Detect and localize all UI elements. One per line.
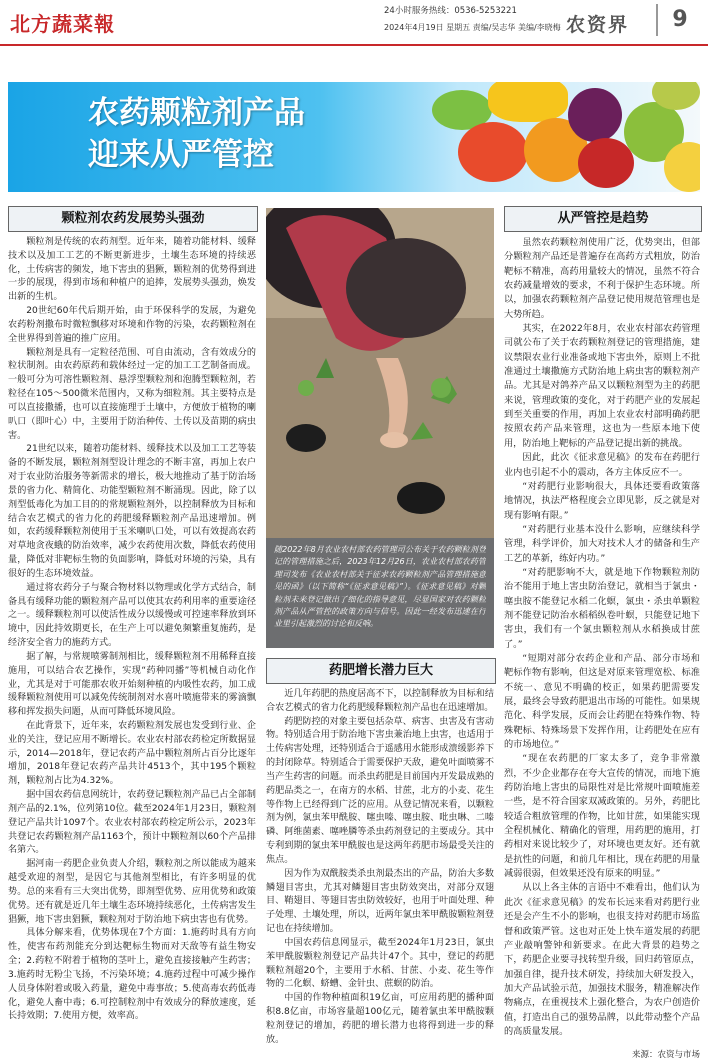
left-article-body (8, 236, 256, 1060)
paragraph: 中国农药信息网显示，截至2024年1月23日，氯虫苯甲酰胺颗粒剂登记产品共计47个。其中，登记的药肥颗粒剂超20个，主要用于水稻、甘蔗、小麦、花生等作物的二化螟、蛴螬、金针虫、蔗螟的防治。 (266, 937, 494, 990)
paragraph: 其实，在2022年8月，农业农村部农药管理司就公布了关于农药颗粒剂登记的管理措施，建议禁限农业行业准备或地下害虫外，原则上不批准通过土壤撒施方式防治地上病虫害的颗粒剂产品。尤其是对鸽养产品又以颗粒剂型为主的药肥来说，管理政策的变化，对于药肥产业的发展起到至关重要的作用，再加上农业农村部明确药肥按照农药产品来管理，这也为一些原本地下使用，防治地上靶标的产品登记提出新的挑战。 (504, 323, 700, 449)
hotline-text: 24小时服务热线：0536-5253221 (384, 6, 517, 16)
paragraph: 具体分解来看，优势体现在7个方面：1.施药时具有方向性，使害布药剂能充分到达靶标生物而对天敌等有益生物安全；2.药粒不附着于植物的茎叶上，避免直接接触产生药害；3.施药时无粉尘飞扬，不污染环境；4.施药过程中可减少操作人员身体附着或吸入药量，避免中毒事故；5.使高毒农药低毒化，避免人畜中毒；6.可控制粒剂中有效成分的释放速度，延长持效期；7.使用方便，效率高。 (8, 928, 256, 1022)
paragraph: 20世纪60年代后期开始，由于环保科学的发展，为避免农药粉剂撒布时微粒飘移对环境和作物的污染，农药颗粒剂在全世界得到普遍的推广应用。 (8, 306, 256, 344)
paragraph: 虽然农药颗粒剂使用广泛，优势突出，但部分颗粒剂产品还是普遍存在高药方式粗放，防治靶标不精准，高药用量较大的情况，虽然不符合农药减量增效的要求，不利于保护生态环境。所以，加强农药颗粒剂产品登记使用规范管理也是大势所趋。 (504, 237, 700, 320)
middle-article-body (266, 688, 494, 1060)
paragraph: 药肥防控的对象主要包括杂草、病害、虫害及有害动物。特别适合用于防治地下害虫兼治地上虫害，也适用于土传病害处理，还特别适合于遥感用水能形成溃缓影养下的封闭除草。特别适合于需要保护天敌，避免叶面喷雾不当产生药害的问题。而杀虫药肥是目前国内开发最成熟的药肥品类之一，在南方的水稻、甘蔗，北方的小麦、花生等作物上已经得到广泛的应用。从登记情况来看，以颗粒剂为例，氯虫苯甲酰胺、噻虫嗪、噻虫胺、吡虫啉、二嗪磷、阿维菌素、噻唑膦等杀虫药剂登记的主要成分。其中专利到期的氯虫苯甲酰胺也是这两年药肥市场最受关注的焦点。 (266, 716, 494, 865)
paragraph: 近几年药肥的热度居高不下，以控制释放为目标和结合农艺模式的省力化药肥缓释颗粒剂产品也在迅速增加。 (266, 689, 494, 713)
paragraph: “短期对部分农药企业和产品、部分市场和靶标作物有影响，但这是对原来管理宽松、标准不统一、意见不明确的校正，如果药肥需要发展，最终会导致药肥退出市场的可能性。如果规范化、科学发展，反而会让药肥在特殊作物、特殊靶标、特殊场景下发挥作用，让药肥处在应有的市场地位。” (504, 652, 700, 751)
middle-section-title: 药肥增长潜力巨大 (266, 658, 496, 684)
paragraph: 据河南一药肥企业负责人介绍，颗粒剂之所以能成为越来越受欢迎的剂型，是因它与其他剂型相比，有许多明显的优势。总的来看有三大突出优势，即剂型优势、应用优势和政策优势。还有就是近几年土壤生态环境持续恶化，土传病害发生猖獗，地下害虫猖獗，颗粒剂对于防治地下病虫害也有优势。 (8, 859, 256, 925)
paragraph: “对药肥行业基本没什么影响，应继续科学管理，科学评价，加大对技术人才的储备和生产工艺的革新，练好内功。” (504, 523, 700, 564)
farmer-planting-photo (266, 208, 494, 538)
article-photo (266, 208, 494, 538)
paragraph: 因为作为双酰胺类杀虫剂最杰出的产品，防治大多数鳞翅目害虫，尤其对鳞翅目害虫防效突出，对部分双翅目、鞘翅目、等翅目害虫防效较好，也用于叶面处理、种子处理、土壤处理，所以，近两年氯虫苯甲酰胺颗粒剂登记也在持续增加。 (266, 868, 494, 935)
paragraph: “对药肥行业影响很大，具体还要看政策落地情况，执法严格程度会立即见影，反之就是对现有影响有限。” (504, 480, 700, 521)
paragraph: 据中国农药信息网统计，农药登记颗粒剂产品已占全部制剂产品的2.1%，位列第10位。截至2024年1月23日，颗粒剂登记产品共计1097个。农业农村部农药检定所公示，2023年共登记农药颗粒剂产品1163个，预计中颗粒剂以60个产品排名第六。 (8, 790, 256, 856)
paragraph: “对药肥影响不大，就是地下作物颗粒剂防治不能用于地上害虫防治登记，就相当于氯虫・噻虫胺不能登记水稻二化螟，氯虫・杀虫单颗粒剂不能登记防治水稻稻纵卷叶螟，只能登记地下害虫，我们有一个氯虫颗粒剂从水稻换成甘蔗了。” (504, 566, 700, 650)
paragraph: 因此，此次《征求意见稿》的发布在药肥行业内也引起不小的震动，各方主体反应不一。 (504, 452, 700, 478)
paragraph: 颗粒剂是传统的农药剂型。近年来，随着功能材料、缓释技术以及加工工艺的不断更新进步，土壤生态环境的持续恶化，土传病害的频发，地下害虫的猖獗，颗粒剂的优势得到进一步的展现，得到市场和种植户的追捧，发展势头强劲，焕发出新的生机。 (8, 237, 256, 303)
right-article-body (504, 236, 700, 1044)
paragraph: 在此背景下，近年来，农药颗粒剂发展也发受到行业、企业的关注，登记应用不断增长。农业农村部农药检定所数据显示，2014—2018年，登记农药产品中颗粒剂所占百分比逐年增加，2018年登记农药产品共计4513个，其中195个颗粒剂，颗粒剂占比为4.32%。 (8, 720, 256, 787)
paragraph: 从以上各主体的言语中不难看出，他们认为此次《征求意见稿》的发布长远来看对药肥行业还是会产生不小的影响，也很支持对药肥市场监督和政策严管。这也对正处上快车道发展的药肥产业敲响警钟和新要求。在此大背景的趋势之下，药肥企业要寻找转型升级，回归药管原点，加强自律，提升技术研发，持续加大研发投入，加大产品试验示范，加强技术服务，精准解决作物痛点，在重视技术上强化整合，为农户创造价值，打造出自己的强势品牌，以此带动整个产品的高质量发展。 (504, 882, 700, 1037)
page-number: 9 (656, 4, 702, 36)
photo-caption-box (266, 538, 494, 648)
paragraph: 据了解，与常规喷雾制剂相比，缓释颗粒剂不用稀释直接施用，可以结合农艺操作，实现“药种同播”等机械自动化作业，尤其是对于可能那农收开始刻种植的内吸性农药，加工成缓释颗粒剂使用可以减免传统制剂对水喜叶喷施带来的雾滴飘移和挥发损失问题，从而可降低环境风险。 (8, 651, 256, 718)
paragraph: “现在农药肥的厂家太多了，竞争非常激烈，不少企业都存在夸大宣传的情况，而地下施药防治地上害虫的局限性对是比常规叶面喷施差一些，是不符合国家双减政策的。另外，药肥比较适合粗放管理的作物，比如甘蔗，如果能实现全程机械化、精确化的管理，用药肥的施用，打药相对来说比较少了，对环境也更友好。还有就是抗性的问题，和前几年相比，现在药肥的用量减弱很弱，但效果还没有原来的明显。” (504, 753, 700, 880)
headline-banner (8, 82, 700, 192)
dateline-text: 2024年4月19日 星期五 责编/吴志华 美编/李晓梅 (384, 23, 561, 32)
paragraph: 中国的作物种植面积19亿亩，可应用药肥的播种面积8.8亿亩，市场容量超100亿元，随着氯虫苯甲酰胺颗粒剂登记的增加，药肥的增长潜力也将得到进一步的释放。 (266, 993, 494, 1045)
paragraph: 21世纪以来，随着功能材料、缓释技术以及加工工艺等装备的不断发展，颗粒剂剂型设计理念的不断丰富，再加上农户对于农业防治服务等新需求的增长，极大地推动了基于防治场景的省力化、精简化、功能型颗粒剂不断涌现。因此，除了以剂型低毒化为加工目的的常规颗粒剂外，以控制释放为目标和结合农艺模式的省力化的药肥缓释颗粒剂产品迅速增加。例如，农药缓释颗粒剂使用于玉米喇叭口处，可以有效提高农药对草地贪夜蛾的防治效率，减少农药使用次数，降低农药使用量，降低对非靶标生物的负面影响，降低对环境的污染，具有很好的生态环境效益。 (8, 444, 256, 579)
right-section-title: 从严管控是趋势 (504, 206, 702, 232)
headline-line-1: 农药颗粒剂产品 (88, 95, 305, 131)
paragraph: 颗粒剂是具有一定粒径范围、可自由流动，含有效成分的粒状制剂。由农药原药和载体经过一定的加工工艺制备而成。一般可分为可溶性颗粒剂、悬浮型颗粒剂和泡腾型颗粒剂，若粒径在105～500微米范围内，又称为细粒剂。其主要特点是可以直接撒播，也可以直接施理于土壤中，方便放于植物的喇叭口（即叶心）中，主要用于防治种传、土传以及苗期的病虫害。 (8, 347, 256, 441)
headline-line-2: 迎来从严管控 (88, 137, 274, 173)
paragraph: 通过将农药分子与聚合物材料以物理或化学方式结合，制备具有缓释功能的颗粒剂产品可以使其农药利用率的重要途径之一。缓释颗粒剂可以使活性成分以缓慢或可控速率释放到环境中，因此持效期更长，在生产上可以避免频繁重复施药，是经济安全省力的施药方式。 (8, 582, 256, 649)
newspaper-name: 北方蔬菜報 (10, 12, 115, 36)
section-name: 农资界 (566, 14, 630, 36)
left-section-title: 颗粒剂农药发展势头强劲 (8, 206, 258, 232)
fruit-illustration (428, 82, 700, 192)
photo-caption: 随2022年8月农业农村部农药管理司公布关于农药颗粒剂登记的管理措施之后，2023年12月26日，农业农村部农药管理司发布《农业农村部关于征求农药颗粒剂产品管理措施意见的函》（以下简称“《征求意见稿》”）。《征求意见稿》对颗粒剂未来登记做出了细化的指导意见，尽显国家对农药颗粒剂产品从严管控的政策方向与信号。因此一经发布迅速在行业里引起激烈的讨论和反响。 (274, 545, 486, 629)
article-source: 来源：农资与市场 (631, 1050, 700, 1060)
masthead (0, 0, 708, 46)
headline (88, 92, 305, 176)
